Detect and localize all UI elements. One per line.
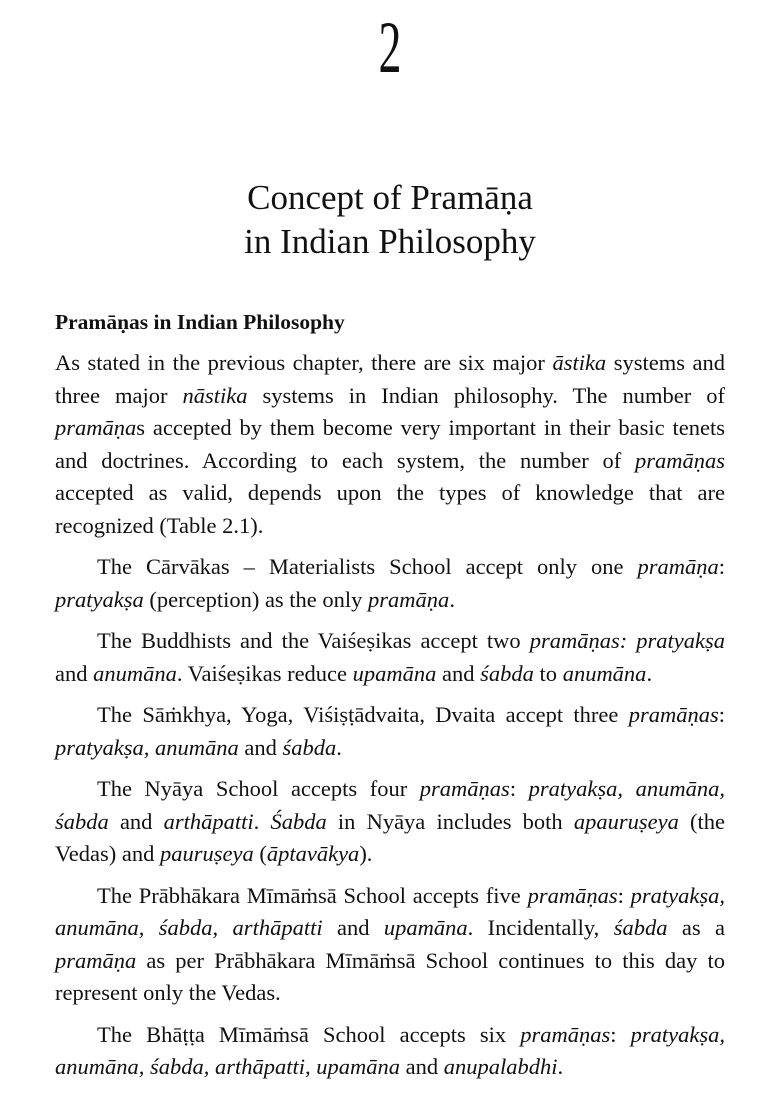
text-run: The Bhāṭṭa Mīmāṁsā School accepts six: [97, 1021, 521, 1047]
chapter-title-line-2: in Indian Philosophy: [244, 222, 536, 261]
paragraph: [55, 699, 725, 764]
text-run: and: [322, 915, 384, 940]
italic-term: śabda: [282, 734, 337, 760]
paragraph: [55, 347, 725, 542]
text-run: :: [617, 882, 631, 908]
text-run: The Nyāya School accepts four: [97, 776, 420, 801]
paragraph: [55, 1019, 725, 1084]
italic-term: pramāṇa: [55, 415, 137, 440]
italic-term: pratyakṣa, anumāna: [55, 734, 239, 760]
italic-term: pramāṇas: [634, 447, 725, 473]
text-run: systems and three major: [55, 350, 726, 408]
italic-term: arthāpatti: [163, 808, 254, 834]
text-run: and: [436, 660, 481, 686]
text-run: The Prābhākara Mīmāṁsā School accepts five: [97, 882, 528, 908]
text-run: accepted as valid, depends upon the types of knowledge that are recognized (Table 2.1).: [55, 480, 725, 538]
body-text: [55, 347, 725, 1093]
chapter-title-line-1: Concept of Pramāṇa: [247, 178, 533, 217]
italic-term: pramāṇas:: [529, 628, 628, 653]
chapter-number: 2: [378, 7, 402, 89]
italic-term: āstika: [552, 350, 607, 375]
text-run: as a: [667, 915, 725, 940]
text-run: in Nyāya includes both: [326, 808, 574, 834]
italic-term: pramāṇas: [419, 776, 510, 801]
text-run: s accepted by them become very important in their basic tenets and doctrines. According to each system, the number of: [55, 415, 725, 473]
italic-term: pramāṇa: [637, 554, 719, 579]
text-run: .: [336, 734, 342, 760]
italic-term: apauruṣeya: [573, 808, 679, 834]
italic-term: śabda: [55, 808, 109, 834]
italic-term: pratyakṣa, anumāna,: [528, 776, 725, 801]
text-run: :: [610, 1021, 631, 1047]
italic-term: pramāṇa: [368, 586, 450, 612]
paragraph: [55, 625, 725, 690]
text-run: and: [238, 734, 283, 760]
text-run: . Vaiśeṣikas reduce: [176, 660, 353, 686]
text-run: (perception) as the only: [143, 586, 369, 612]
text-run: .: [449, 586, 455, 612]
italic-term: anumāna: [93, 660, 177, 686]
section-heading: Pramāṇas in Indian Philosophy: [55, 310, 345, 334]
italic-term: pauruṣeya: [159, 841, 254, 866]
text-run: :: [718, 554, 725, 579]
italic-term: pramāṇas: [527, 882, 618, 908]
text-run: ).: [359, 841, 373, 866]
text-run: (the Vedas) and: [55, 808, 725, 866]
text-run: and: [108, 808, 164, 834]
italic-term: pratyakṣa: [55, 586, 144, 612]
text-run: .: [646, 660, 653, 686]
text-run: As stated in the previous chapter, there are six major: [55, 350, 553, 375]
text-run: .: [557, 1054, 564, 1079]
italic-term: śabda: [613, 915, 668, 940]
text-run: and: [400, 1054, 444, 1079]
text-run: systems in Indian philosophy. The number of: [247, 382, 725, 408]
italic-term: āptavākya: [266, 841, 360, 866]
text-run: as per Prābhākara Mīmāṁsā School continues to this day to represent only the Vedas.: [55, 947, 725, 1005]
text-run: [627, 628, 636, 653]
italic-term: pramāṇas: [520, 1021, 611, 1047]
paragraph: [55, 773, 725, 871]
italic-term: pramāṇa: [55, 947, 137, 973]
text-run: :: [718, 702, 725, 727]
italic-term: pratyakṣa,: [630, 1021, 725, 1047]
italic-term: Śabda: [270, 808, 327, 834]
italic-term: anumāna: [562, 660, 647, 686]
italic-term: anupalabdhi: [443, 1054, 558, 1079]
italic-term: upamāna: [352, 660, 437, 686]
italic-term: upamāna: [383, 915, 468, 940]
italic-term: pratyakṣa: [636, 628, 725, 653]
text-run: The Buddhists and the Vaiśeṣikas accept two: [97, 628, 530, 653]
text-run: (: [253, 841, 267, 866]
text-run: The Cārvākas – Materialists School accept only one: [97, 554, 638, 579]
chapter-title: [0, 176, 780, 264]
text-run: .: [253, 808, 271, 834]
italic-term: pramāṇas: [628, 702, 719, 727]
text-run: The Sāṁkhya, Yoga, Viśiṣṭādvaita, Dvaita accept three: [97, 702, 629, 727]
italic-term: śabda: [480, 660, 534, 686]
italic-term: anumāna, śabda, arthāpatti, upamāna: [55, 1054, 401, 1079]
italic-term: nāstika: [182, 382, 248, 408]
text-run: :: [509, 776, 529, 801]
text-run: . Incidentally,: [467, 915, 614, 940]
paragraph: [55, 551, 725, 616]
text-run: and: [55, 660, 94, 686]
italic-term: pratyakṣa, anumāna, śabda, arthāpatti: [55, 882, 725, 940]
text-run: to: [533, 660, 563, 686]
paragraph: [55, 880, 725, 1010]
